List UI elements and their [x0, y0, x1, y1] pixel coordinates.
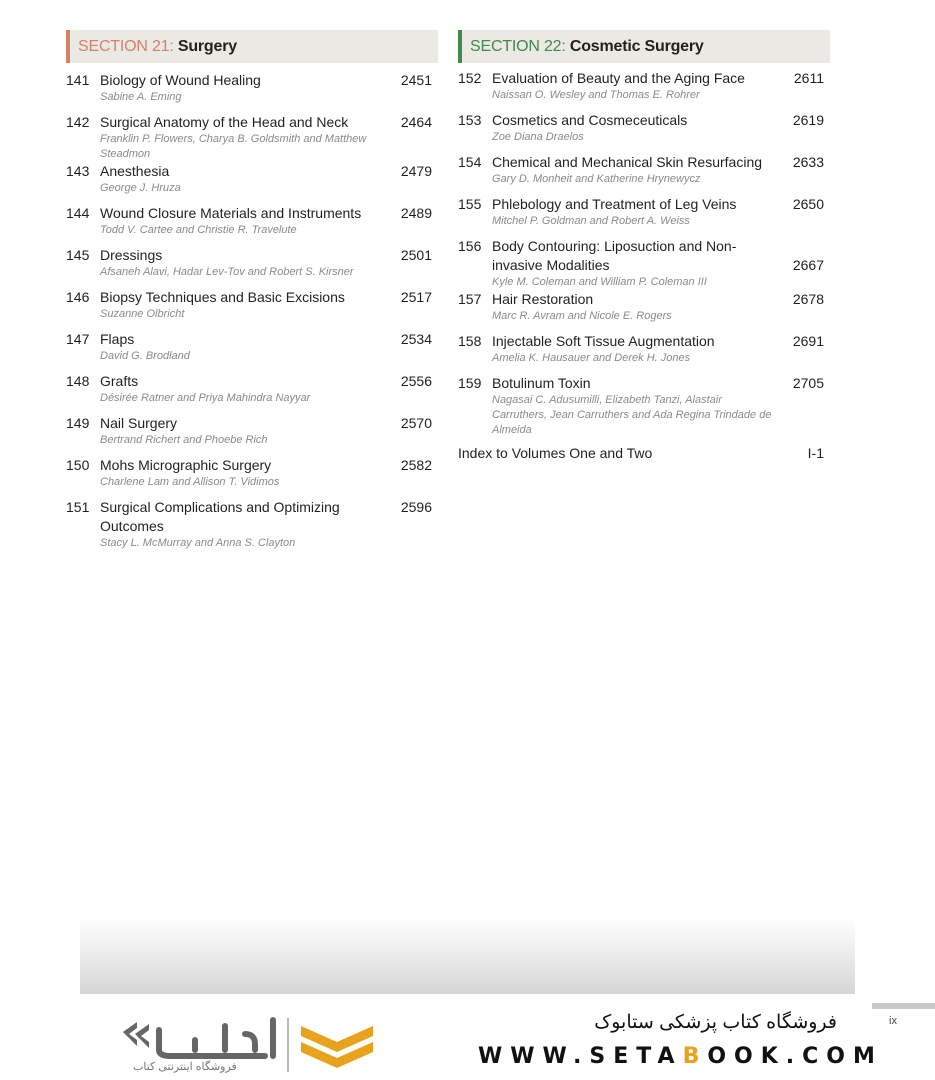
- chapter-authors: Amelia K. Hausauer and Derek H. Jones: [492, 352, 691, 364]
- chapter-title: Flaps: [100, 331, 135, 347]
- chapter-page: 2596: [400, 499, 432, 515]
- chapter-number: 151: [66, 499, 90, 515]
- chapter-title: Phlebology and Treatment of Leg Veins: [492, 196, 737, 212]
- store-name: فروشگاه کتاب پزشکی ستابوک: [594, 1012, 837, 1033]
- chapter-number: 159: [458, 375, 482, 391]
- chapter-title: Anesthesia: [100, 163, 170, 179]
- chapter-number: 157: [458, 291, 482, 307]
- chapter-number: 153: [458, 112, 482, 128]
- url-part: WWW.SETA: [478, 1044, 683, 1069]
- chapter-number: 147: [66, 331, 90, 347]
- chapter-authors: Franklin P. Flowers, Charya B. Goldsmith and Matthew Steadmon: [100, 133, 367, 160]
- chapter-page: 2489: [400, 205, 432, 221]
- chapter-authors: Todd V. Cartee and Christie R. Travelute: [100, 224, 297, 236]
- chapter-list: [458, 69, 830, 438]
- page-number: ix: [889, 1015, 897, 1027]
- chapter-page: 2501: [400, 247, 432, 263]
- section-21: [66, 30, 438, 551]
- chapter-entry[interactable]: [66, 372, 438, 414]
- chapter-title: Wound Closure Materials and Instruments: [100, 205, 362, 221]
- chapter-entry[interactable]: [66, 288, 438, 330]
- chapter-authors: David G. Brodland: [100, 350, 190, 362]
- chapter-page: 2582: [400, 457, 432, 473]
- chapter-title: Biopsy Techniques and Basic Excisions: [100, 289, 345, 305]
- chapter-number: 148: [66, 373, 90, 389]
- chapter-authors: Stacy L. McMurray and Anna S. Clayton: [100, 537, 296, 549]
- chapter-title: Chemical and Mechanical Skin Resurfacing: [492, 154, 763, 170]
- chapter-authors: Désirée Ratner and Priya Mahindra Nayyar: [100, 392, 311, 404]
- chapter-page: 2517: [400, 289, 432, 305]
- chapter-title: Botulinum Toxin: [492, 375, 591, 391]
- chapter-authors: Gary D. Monheit and Katherine Hrynewycz: [492, 173, 701, 185]
- chapter-entry[interactable]: [66, 498, 438, 551]
- chapter-number: 149: [66, 415, 90, 431]
- chapter-page: 2633: [792, 154, 824, 170]
- page-edge-bar: [872, 1003, 935, 1009]
- chapter-entry[interactable]: [458, 332, 830, 374]
- logo-tagline: فروشگاه اینترنتی کتاب: [133, 1061, 237, 1073]
- chapter-page: 2705: [792, 375, 824, 391]
- chapter-title: Injectable Soft Tissue Augmentation: [492, 333, 715, 349]
- chapter-authors: Kyle M. Coleman and William P. Coleman III: [492, 276, 707, 288]
- chapter-number: 156: [458, 238, 482, 254]
- chapter-title: Grafts: [100, 373, 139, 389]
- chapter-page: 2479: [400, 163, 432, 179]
- chapter-authors: Charlene Lam and Allison T. Vidimos: [100, 476, 280, 488]
- chapter-entry[interactable]: [66, 330, 438, 372]
- chapter-number: 143: [66, 163, 90, 179]
- index-label: Index to Volumes One and Two: [458, 445, 653, 461]
- chapter-entry[interactable]: [66, 456, 438, 498]
- chapter-entry[interactable]: [458, 237, 830, 290]
- chapter-number: 141: [66, 72, 90, 88]
- chapter-entry[interactable]: [66, 113, 438, 162]
- chapter-list: [66, 71, 438, 551]
- chapter-number: 158: [458, 333, 482, 349]
- chapter-entry[interactable]: [66, 246, 438, 288]
- chapter-page: 2570: [400, 415, 432, 431]
- page-bottom-shadow: [80, 918, 855, 994]
- chapter-title: Cosmetics and Cosmeceuticals: [492, 112, 688, 128]
- chapter-page: 2611: [793, 70, 824, 86]
- chapter-number: 146: [66, 289, 90, 305]
- chapter-authors: Afsaneh Alavi, Hadar Lev-Tov and Robert S. Kirsner: [100, 266, 354, 278]
- chapter-entry[interactable]: [458, 111, 830, 153]
- chapter-title: Evaluation of Beauty and the Aging Face: [492, 70, 745, 86]
- chapter-page: 2451: [400, 72, 432, 88]
- chapter-title: Biology of Wound Healing: [100, 72, 261, 88]
- chapter-entry[interactable]: [458, 153, 830, 195]
- chapter-page: 2534: [400, 331, 432, 347]
- index-entry[interactable]: [458, 444, 830, 463]
- section-22-header: [458, 30, 830, 63]
- section-21-header: [66, 30, 438, 63]
- chapter-entry[interactable]: [458, 195, 830, 237]
- chapter-title: Surgical Complications and Optimizing Outcomes: [100, 499, 340, 534]
- chapter-number: 155: [458, 196, 482, 212]
- chapter-entry[interactable]: [458, 290, 830, 332]
- chapter-number: 145: [66, 247, 90, 263]
- chapter-entry[interactable]: [66, 204, 438, 246]
- chapter-page: 2556: [400, 373, 432, 389]
- chapter-entry[interactable]: [66, 71, 438, 113]
- section-label: SECTION 22:: [470, 37, 566, 55]
- chapter-number: 144: [66, 205, 90, 221]
- chapter-number: 154: [458, 154, 482, 170]
- chapter-entry[interactable]: [66, 414, 438, 456]
- chapter-entry[interactable]: [66, 162, 438, 204]
- chapter-authors: Bertrand Richert and Phoebe Rich: [100, 434, 268, 446]
- chapter-page: 2650: [792, 196, 824, 212]
- chapter-number: 142: [66, 114, 90, 130]
- chapter-title: Mohs Micrographic Surgery: [100, 457, 272, 473]
- chapter-number: 152: [458, 70, 482, 86]
- chapter-entry[interactable]: [458, 374, 830, 438]
- index-page: I-1: [807, 445, 824, 461]
- chapter-title: Hair Restoration: [492, 291, 594, 307]
- store-url[interactable]: [478, 1044, 883, 1069]
- section-label: SECTION 21:: [78, 37, 174, 55]
- chapter-authors: Suzanne Olbricht: [100, 308, 185, 320]
- chapter-authors: Naissan O. Wesley and Thomas E. Rohrer: [492, 89, 700, 101]
- chapter-page: 2619: [792, 112, 824, 128]
- url-part: OOK.COM: [707, 1044, 883, 1069]
- chapter-page: 2678: [792, 291, 824, 307]
- section-name: Cosmetic Surgery: [569, 37, 704, 55]
- chapter-page: 2667: [792, 257, 824, 273]
- chapter-authors: George J. Hruza: [100, 182, 181, 194]
- chapter-title: Dressings: [100, 247, 163, 263]
- chapter-authors: Sabine A. Eming: [100, 91, 182, 103]
- chapter-number: 150: [66, 457, 90, 473]
- chapter-title: Surgical Anatomy of the Head and Neck: [100, 114, 349, 130]
- chapter-authors: Zoe Diana Draelos: [492, 131, 584, 143]
- section-22: [458, 30, 830, 463]
- chapter-page: 2464: [400, 114, 432, 130]
- chapter-title: Nail Surgery: [100, 415, 178, 431]
- chapter-page: 2691: [792, 333, 824, 349]
- chapter-authors: Marc R. Avram and Nicole E. Rogers: [492, 310, 672, 322]
- chapter-entry[interactable]: [458, 69, 830, 111]
- chapter-authors: Nagasai C. Adusumilli, Elizabeth Tanzi, Alastair Carruthers, Jean Carruthers and Ada Regina Trindade de Almeida: [492, 394, 772, 436]
- url-accent-letter: B: [682, 1044, 708, 1069]
- section-name: Surgery: [177, 37, 237, 55]
- chapter-authors: Mitchel P. Goldman and Robert A. Weiss: [492, 215, 690, 227]
- chapter-title: Body Contouring: Liposuction and Non-invasive Modalities: [492, 238, 737, 273]
